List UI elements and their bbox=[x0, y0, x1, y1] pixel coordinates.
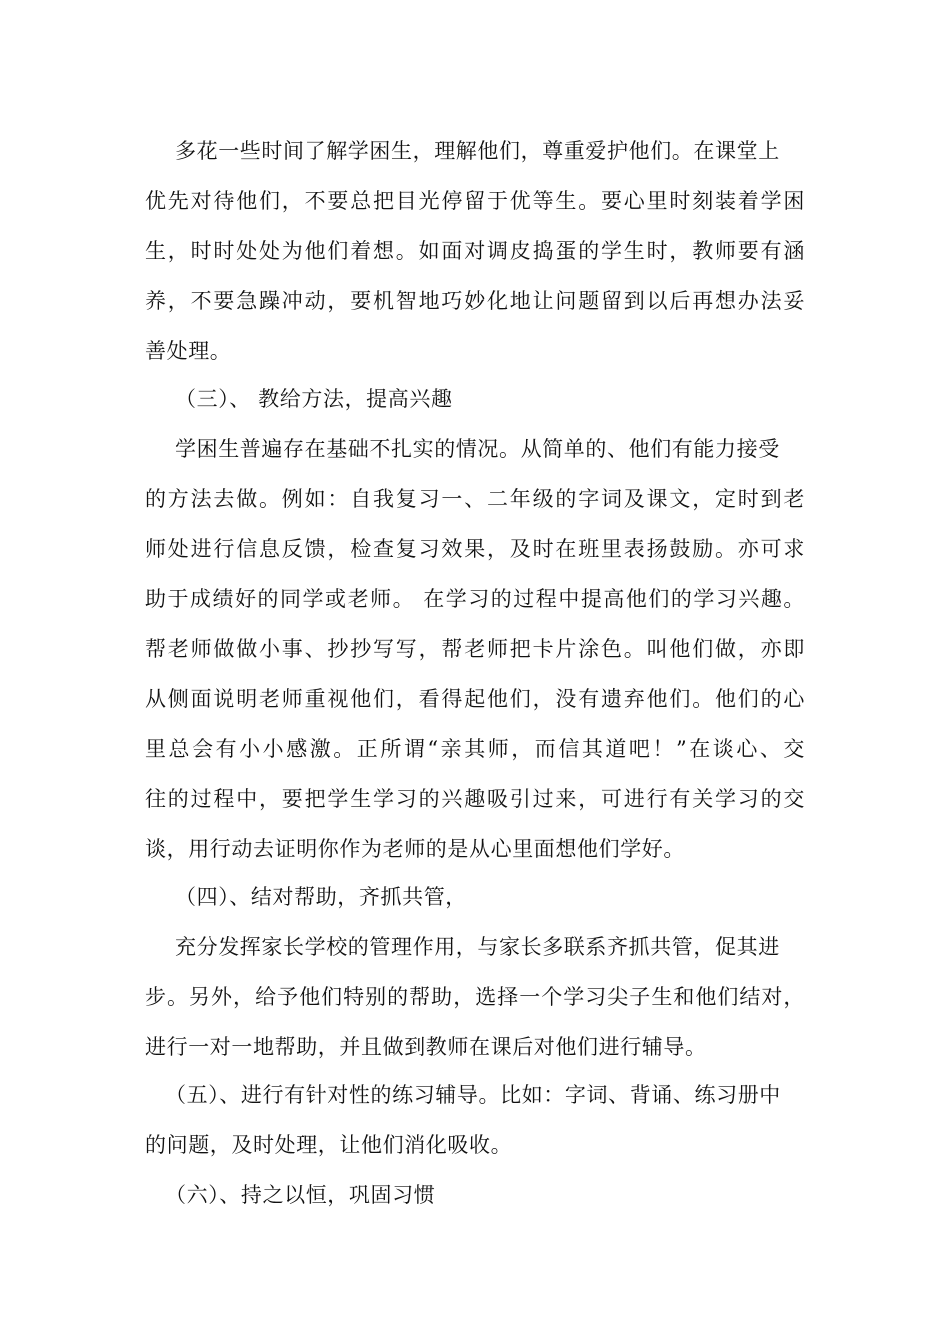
paragraph-line: 谈，用行动去证明你作为老师的是从心里面想他们学好。 bbox=[145, 837, 685, 861]
paragraph-line: 生，时时处处为他们着想。如面对调皮捣蛋的学生时，教师要有涵 bbox=[145, 239, 805, 263]
paragraph-line: 助于成绩好的同学或老师。 在学习的过程中提高他们的学习兴趣。 bbox=[145, 587, 805, 611]
section-heading: （三）、 教给方法，提高兴趣 bbox=[175, 387, 453, 411]
paragraph-line: 善处理。 bbox=[145, 339, 232, 363]
paragraph-line: 帮老师做做小事、抄抄写写，帮老师把卡片涂色。叫他们做，亦即 bbox=[145, 637, 805, 661]
paragraph-line: 充分发挥家长学校的管理作用，与家长多联系齐抓共管，促其进 bbox=[175, 935, 780, 959]
paragraph-line: 进行一对一地帮助，并且做到教师在课后对他们进行辅导。 bbox=[145, 1035, 707, 1059]
paragraph-line: 往的过程中，要把学生学习的兴趣吸引过来，可进行有关学习的交 bbox=[145, 787, 805, 811]
section-heading: （四）、结对帮助，齐抓共管， bbox=[175, 885, 467, 909]
section-heading: （五）、进行有针对性的练习辅导。比如：字词、背诵、练习册中 bbox=[165, 1083, 781, 1107]
paragraph-line: 学困生普遍存在基础不扎实的情况。从简单的、他们有能力接受 bbox=[175, 437, 780, 461]
paragraph-line: 养，不要急躁冲动，要机智地巧妙化地让问题留到以后再想办法妥 bbox=[145, 289, 805, 313]
paragraph-line: 多花一些时间了解学困生，理解他们，尊重爱护他们。在课堂上 bbox=[175, 139, 780, 163]
paragraph-line: 里总会有小小感激。正所谓“亲其师，而信其道吧！”在谈心、交 bbox=[145, 737, 805, 761]
paragraph-line: 从侧面说明老师重视他们，看得起他们，没有遗弃他们。他们的心 bbox=[145, 687, 805, 711]
paragraph-line: 的方法去做。例如：自我复习一、二年级的字词及课文，定时到老 bbox=[145, 487, 805, 511]
paragraph-line: 优先对待他们，不要总把目光停留于优等生。要心里时刻装着学困 bbox=[145, 189, 805, 213]
paragraph-line: 的问题，及时处理，让他们消化吸收。 bbox=[145, 1133, 513, 1157]
section-heading: （六）、持之以恒，巩固习惯 bbox=[165, 1183, 436, 1207]
paragraph-line: 师处进行信息反馈，检查复习效果，及时在班里表扬鼓励。亦可求 bbox=[145, 537, 805, 561]
paragraph-line: 步。另外，给予他们特别的帮助，选择一个学习尖子生和他们结对， bbox=[145, 985, 805, 1009]
